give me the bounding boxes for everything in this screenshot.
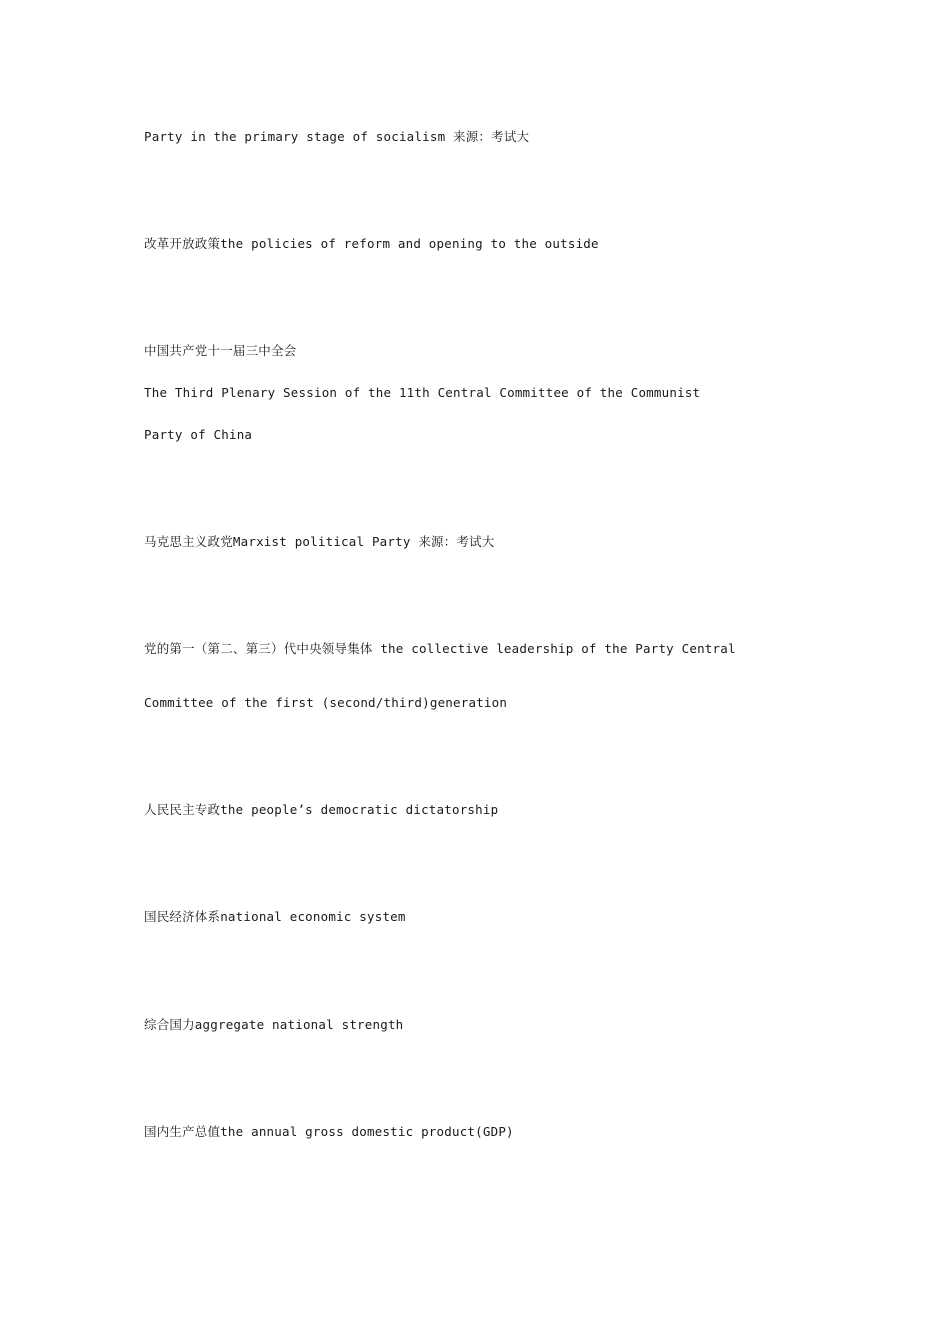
text-line: 马克思主义政党Marxist political Party 来源：考试大 — [144, 534, 495, 549]
text-line: Party in the primary stage of socialism 来源：考试大 — [144, 129, 530, 144]
text-line: 党的第一（第二、第三）代中央领导集体 the collective leadership of the Party Central — [144, 641, 736, 656]
text-line: 国内生产总值the annual gross domestic product(GDP) — [144, 1124, 514, 1139]
text-line: 人民民主专政the people’s democratic dictatorship — [144, 802, 499, 817]
text-line: Committee of the first (second/third)generation — [144, 695, 508, 710]
text-line: The Third Plenary Session of the 11th Central Committee of the Communist — [144, 385, 701, 400]
text-line: Party of China — [144, 427, 253, 442]
text-line: 国民经济体系national economic system — [144, 909, 406, 924]
text-line: 改革开放政策the policies of reform and opening to the outside — [144, 236, 599, 251]
text-line: 综合国力aggregate national strength — [144, 1017, 404, 1032]
text-line: 中国共产党十一届三中全会 — [144, 343, 297, 358]
